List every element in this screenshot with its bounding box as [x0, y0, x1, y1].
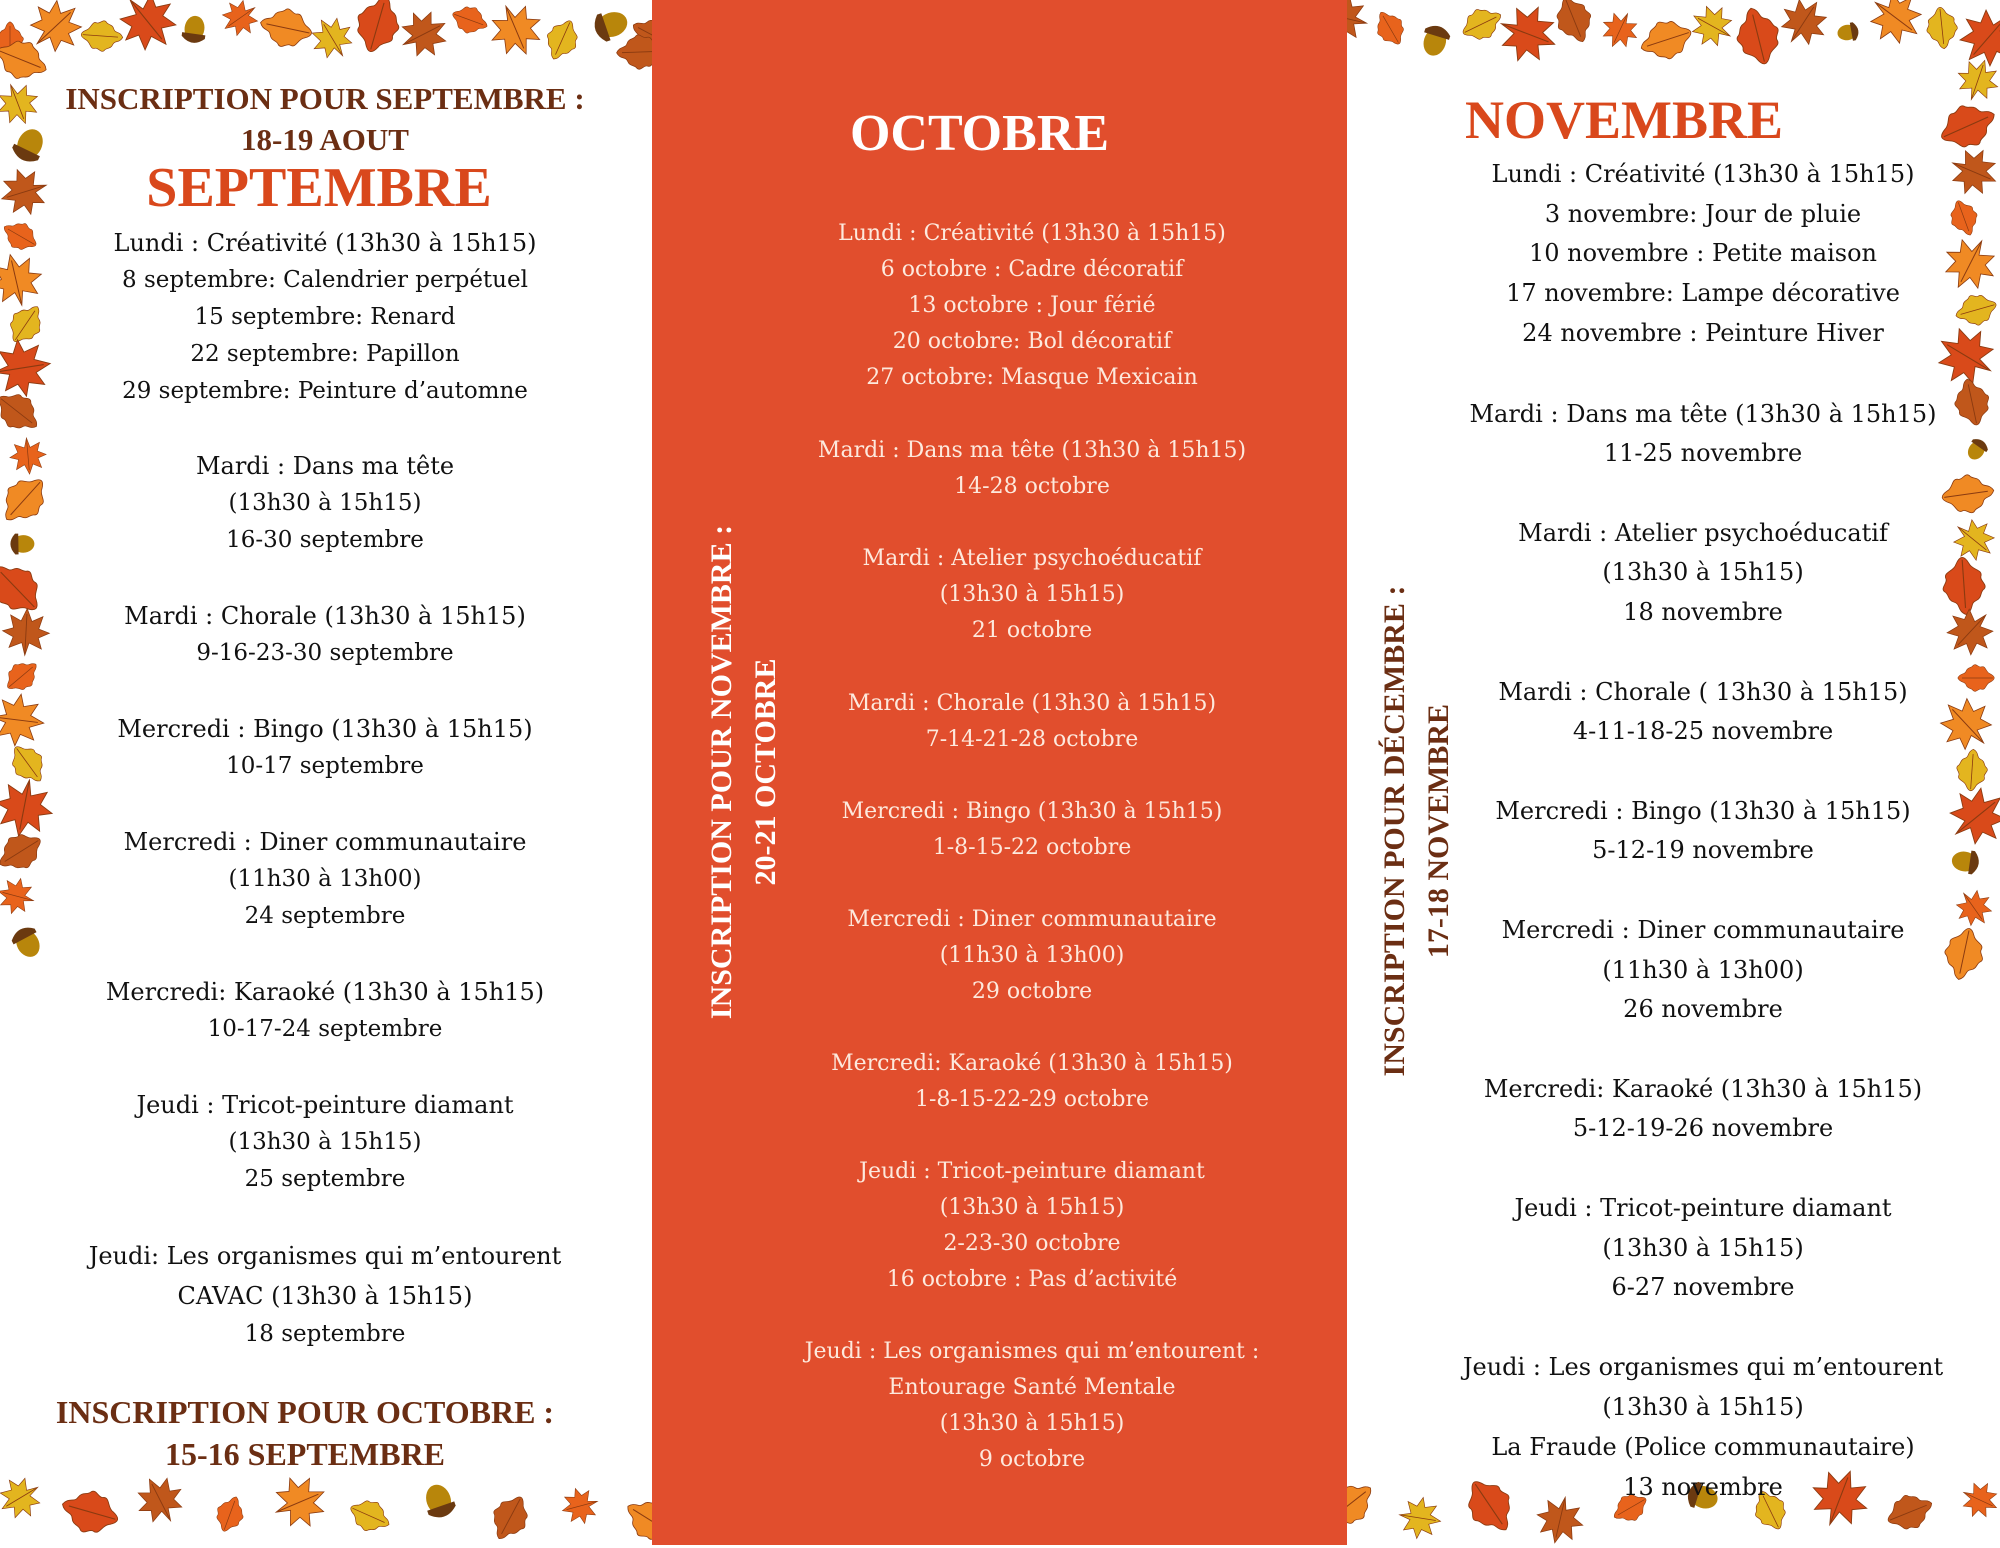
schedule-line: (13h30 à 15h15)	[939, 1411, 1125, 1436]
november-registration-title: INSCRIPTION POUR NOVEMBRE :	[705, 524, 738, 1020]
schedule-line: Mercredi: Karaoké (13h30 à 15h15)	[831, 1051, 1233, 1076]
november-registration-dates: 20-21 OCTOBRE	[749, 658, 782, 886]
october-registration-dates: 15-16 SEPTEMBRE	[164, 1436, 446, 1472]
november-schedule	[1408, 154, 1998, 1507]
schedule-line: Mercredi : Diner communautaire	[847, 907, 1217, 932]
schedule-line: (13h30 à 15h15)	[1602, 1393, 1804, 1421]
schedule-line: Entourage Santé Mentale	[888, 1375, 1176, 1400]
schedule-line: 21 octobre	[971, 618, 1093, 643]
schedule-line: Mardi : Chorale (13h30 à 15h15)	[847, 691, 1217, 716]
schedule-line: 17 novembre: Lampe décorative	[1506, 279, 1900, 307]
schedule-line: (13h30 à 15h15)	[1602, 1234, 1804, 1262]
september-registration-title: INSCRIPTION POUR SEPTEMBRE :	[65, 81, 585, 116]
schedule-line: 24 septembre	[244, 903, 406, 929]
schedule-line: 10-17 septembre	[226, 753, 424, 779]
schedule-line: 2-23-30 octobre	[943, 1231, 1121, 1256]
schedule-line: Mardi : Dans ma tête	[195, 452, 455, 480]
schedule-line: 15 septembre: Renard	[194, 304, 456, 330]
schedule-line: (13h30 à 15h15)	[228, 1129, 422, 1155]
schedule-line: 26 novembre	[1623, 995, 1783, 1023]
schedule-line: Jeudi : Tricot-peinture diamant	[859, 1159, 1205, 1184]
schedule-line: 24 novembre : Peinture Hiver	[1522, 319, 1884, 347]
schedule-line: 29 septembre: Peinture d’automne	[122, 378, 528, 404]
schedule-line: (11h30 à 13h00)	[228, 866, 422, 892]
schedule-line: 5-12-19 novembre	[1592, 836, 1814, 864]
schedule-line: Jeudi : Tricot-peinture diamant	[136, 1091, 514, 1119]
december-registration-title: INSCRIPTION POUR DÉCEMBRE :	[1378, 585, 1411, 1077]
schedule-line: 6-27 novembre	[1611, 1273, 1795, 1301]
schedule-line: 1-8-15-22 octobre	[932, 835, 1132, 860]
schedule-line: 9-16-23-30 septembre	[196, 640, 454, 666]
october-column	[652, 0, 1347, 1545]
schedule-line: 1-8-15-22-29 octobre	[915, 1087, 1149, 1112]
schedule-line: CAVAC (13h30 à 15h15)	[177, 1282, 473, 1310]
schedule-line: 20 octobre: Bol décoratif	[892, 329, 1172, 354]
november-column	[1348, 0, 2000, 1545]
schedule-line: Jeudi : Tricot-peinture diamant	[1514, 1194, 1892, 1222]
schedule-line: 14-28 octobre	[954, 474, 1110, 499]
schedule-line: Mardi : Atelier psychoéducatif	[862, 546, 1202, 571]
schedule-line: 29 octobre	[971, 979, 1093, 1004]
schedule-line: Jeudi : Les organismes qui m’entourent :	[804, 1339, 1260, 1364]
october-schedule	[732, 216, 1332, 1478]
september-registration-heading	[0, 78, 650, 160]
schedule-line: Mercredi: Karaoké (13h30 à 15h15)	[1483, 1075, 1923, 1103]
schedule-line: Jeudi: Les organismes qui m’entourent	[88, 1242, 562, 1270]
schedule-line: 10-17-24 septembre	[207, 1016, 443, 1042]
october-registration-title: INSCRIPTION POUR OCTOBRE :	[55, 1394, 555, 1430]
september-column	[0, 0, 650, 1545]
schedule-line: 9 octobre	[978, 1447, 1086, 1472]
schedule-line: (11h30 à 13h00)	[939, 943, 1125, 968]
october-title: OCTOBRE	[849, 105, 1110, 162]
schedule-line: La Fraude (Police communautaire)	[1491, 1433, 1915, 1461]
schedule-line: Mercredi : Bingo (13h30 à 15h15)	[841, 799, 1223, 824]
schedule-line: 10 novembre : Petite maison	[1528, 239, 1877, 267]
schedule-line: Lundi : Créativité (13h30 à 15h15)	[1491, 160, 1915, 188]
september-schedule	[0, 224, 650, 1353]
schedule-line: Mercredi : Bingo (13h30 à 15h15)	[1495, 797, 1911, 825]
december-registration-vertical	[1373, 561, 1463, 1101]
september-registration-dates: 18-19 AOUT	[241, 122, 409, 157]
schedule-line: 11-25 novembre	[1603, 439, 1803, 467]
schedule-line: (13h30 à 15h15)	[939, 1195, 1125, 1220]
schedule-line: 22 septembre: Papillon	[190, 341, 460, 367]
october-registration-heading	[0, 1391, 630, 1475]
schedule-line: (13h30 à 15h15)	[939, 582, 1125, 607]
schedule-line: 18 septembre	[244, 1321, 406, 1347]
schedule-line: 16-30 septembre	[226, 527, 424, 553]
september-title: SEPTEMBRE	[146, 157, 492, 219]
schedule-line: (11h30 à 13h00)	[1602, 956, 1804, 984]
schedule-line: 25 septembre	[244, 1166, 406, 1192]
schedule-line: Mardi : Chorale ( 13h30 à 15h15)	[1498, 678, 1908, 706]
schedule-line: Mardi : Dans ma tête (13h30 à 15h15)	[817, 438, 1247, 463]
schedule-line: 3 novembre: Jour de pluie	[1544, 200, 1862, 228]
schedule-line: 7-14-21-28 octobre	[925, 727, 1139, 752]
schedule-line: Mercredi : Diner communautaire	[1501, 916, 1905, 944]
schedule-line: 18 novembre	[1623, 598, 1783, 626]
schedule-line: Lundi : Créativité (13h30 à 15h15)	[113, 229, 537, 257]
schedule-line: Mercredi : Bingo (13h30 à 15h15)	[117, 715, 533, 743]
schedule-line: Mardi : Chorale (13h30 à 15h15)	[124, 602, 526, 630]
schedule-line: 5-12-19-26 novembre	[1572, 1114, 1834, 1142]
november-title: NOVEMBRE	[1464, 90, 1783, 150]
schedule-line: Mercredi: Karaoké (13h30 à 15h15)	[105, 978, 545, 1006]
schedule-line: 27 octobre: Masque Mexicain	[866, 365, 1198, 390]
november-registration-vertical	[700, 492, 790, 1052]
schedule-line: 13 novembre	[1623, 1473, 1783, 1501]
schedule-line: Mercredi : Diner communautaire	[123, 828, 527, 856]
schedule-line: 13 octobre : Jour férié	[908, 293, 1156, 318]
schedule-line: Lundi : Créativité (13h30 à 15h15)	[838, 221, 1226, 246]
schedule-line: 16 octobre : Pas d’activité	[886, 1267, 1178, 1292]
schedule-line: (13h30 à 15h15)	[228, 490, 422, 516]
december-registration-dates: 17-18 NOVEMBRE	[1422, 703, 1455, 959]
schedule-line: 4-11-18-25 novembre	[1572, 717, 1834, 745]
schedule-line: Jeudi : Les organismes qui m’entourent	[1462, 1353, 1944, 1381]
schedule-line: Mardi : Atelier psychoéducatif	[1518, 519, 1888, 547]
schedule-line: 6 octobre : Cadre décoratif	[880, 257, 1184, 282]
schedule-line: 8 septembre: Calendrier perpétuel	[122, 267, 528, 293]
schedule-line: Mardi : Dans ma tête (13h30 à 15h15)	[1469, 400, 1937, 428]
schedule-line: (13h30 à 15h15)	[1602, 558, 1804, 586]
